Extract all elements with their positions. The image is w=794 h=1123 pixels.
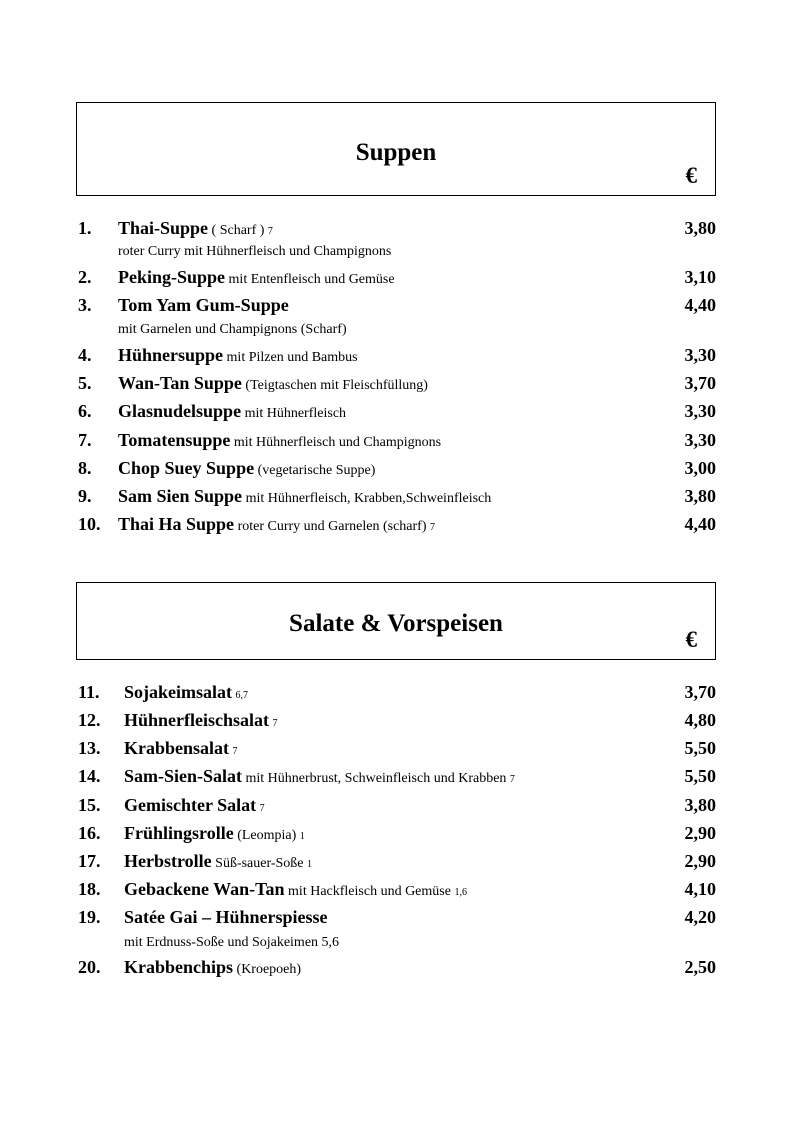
item-price: 3,70 — [684, 682, 716, 702]
item-name-text: Peking-Suppe — [118, 267, 226, 287]
menu-item — [78, 682, 718, 706]
item-name-text: Frühlingsrolle — [124, 823, 234, 843]
item-detail-line: roter Curry mit Hühnerfleisch und Champignons — [118, 244, 392, 259]
item-name-text: Herbstrolle — [124, 851, 212, 871]
menu-item — [78, 401, 718, 425]
menu-item — [78, 710, 718, 734]
allergen-code: 7 — [267, 226, 273, 237]
item-name-text: Wan-Tan Suppe — [118, 373, 242, 393]
menu-item — [78, 514, 718, 538]
item-description: (Kroepoeh) — [233, 962, 302, 977]
allergen-code: 7 — [232, 746, 238, 757]
item-number: 15. — [78, 795, 101, 815]
item-price: 3,80 — [684, 218, 716, 238]
menu-item — [78, 879, 718, 903]
menu-item — [78, 795, 718, 819]
item-description: (vegetarische Suppe) — [254, 463, 376, 478]
item-price: 5,50 — [684, 766, 716, 786]
item-price: 3,70 — [684, 373, 716, 393]
item-description: (Teigtaschen mit Fleischfüllung) — [241, 378, 428, 393]
item-name-text: Thai Ha Suppe — [118, 514, 235, 534]
menu-item — [78, 851, 718, 875]
item-number: 10. — [78, 514, 101, 534]
item-name — [118, 345, 358, 366]
menu-item — [78, 957, 718, 981]
menu-item — [78, 458, 718, 482]
item-price: 3,30 — [684, 345, 716, 365]
item-description: mit Entenfleisch und Gemüse — [225, 272, 395, 287]
allergen-code: 1 — [307, 859, 313, 870]
item-description: mit Hühnerfleisch, Krabben,Schweinfleisch — [242, 491, 492, 506]
item-number: 5. — [78, 373, 92, 393]
item-name-text: Gebackene Wan-Tan — [124, 879, 285, 899]
item-detail-line: mit Erdnuss-Soße und Sojakeimen 5,6 — [124, 935, 340, 950]
item-number: 14. — [78, 766, 101, 786]
item-name-text: Chop Suey Suppe — [118, 458, 255, 478]
currency-symbol: € — [685, 627, 697, 652]
currency-symbol: € — [685, 163, 697, 188]
item-name — [124, 682, 248, 703]
allergen-code: 7 — [429, 522, 435, 533]
item-price: 4,20 — [684, 907, 716, 927]
item-description: mit Hühnerfleisch und Champignons — [230, 435, 442, 450]
item-name — [124, 823, 305, 844]
item-name — [124, 795, 265, 816]
menu-item — [78, 373, 718, 397]
item-name-text: Gemischter Salat — [124, 795, 257, 815]
item-number: 16. — [78, 823, 101, 843]
item-name — [118, 486, 491, 507]
item-price: 4,80 — [684, 710, 716, 730]
allergen-code: 6,7 — [235, 690, 248, 701]
item-name — [124, 907, 328, 928]
item-price: 2,90 — [684, 851, 716, 871]
item-name — [124, 851, 312, 872]
menu-item — [78, 907, 718, 931]
item-name — [118, 295, 289, 316]
item-price: 3,80 — [684, 486, 716, 506]
item-name — [118, 401, 346, 422]
menu-item — [78, 345, 718, 369]
menu-item — [78, 738, 718, 762]
item-name — [118, 373, 428, 394]
menu-item — [78, 267, 718, 291]
item-price: 4,10 — [684, 879, 716, 899]
item-name-text: Sojakeimsalat — [124, 682, 232, 702]
item-name-text: Tom Yam Gum-Suppe — [118, 295, 289, 315]
item-name-text: Glasnudelsuppe — [118, 401, 242, 421]
item-number: 1. — [78, 218, 92, 238]
item-description: mit Hühnerfleisch — [241, 406, 347, 421]
item-number: 4. — [78, 345, 92, 365]
item-description: Süß-sauer-Soße — [211, 856, 308, 871]
item-number: 17. — [78, 851, 101, 871]
allergen-code: 7 — [509, 774, 515, 785]
item-name-text: Sam-Sien-Salat — [124, 766, 243, 786]
item-number: 13. — [78, 738, 101, 758]
item-name-text: Thai-Suppe — [118, 218, 209, 238]
item-name — [124, 710, 278, 731]
item-price: 2,50 — [684, 957, 716, 977]
item-price: 3,30 — [684, 430, 716, 450]
allergen-code: 1,6 — [454, 887, 467, 898]
item-number: 2. — [78, 267, 92, 287]
menu-item — [78, 430, 718, 454]
item-number: 19. — [78, 907, 101, 927]
item-price: 3,00 — [684, 458, 716, 478]
item-price: 4,40 — [684, 295, 716, 315]
item-description: mit Hackfleisch und Gemüse — [284, 884, 455, 899]
menu-item — [78, 295, 718, 319]
menu-item — [78, 823, 718, 847]
item-detail-line: mit Garnelen und Champignons (Scharf) — [118, 322, 347, 337]
item-name — [124, 738, 238, 759]
item-name — [118, 267, 395, 288]
allergen-code: 7 — [272, 718, 278, 729]
item-number: 20. — [78, 957, 101, 977]
item-name — [124, 957, 301, 978]
item-price: 3,10 — [684, 267, 716, 287]
item-name — [118, 514, 435, 535]
item-price: 5,50 — [684, 738, 716, 758]
item-description: (Leompia) — [233, 828, 300, 843]
item-name — [118, 218, 273, 239]
item-name — [124, 879, 467, 900]
item-name-text: Krabbenchips — [124, 957, 234, 977]
item-description: roter Curry und Garnelen (scharf) — [234, 519, 430, 534]
item-name-text: Tomatensuppe — [118, 430, 231, 450]
item-name — [118, 430, 441, 451]
item-number: 7. — [78, 430, 92, 450]
allergen-code: 1 — [299, 831, 305, 842]
item-name — [118, 458, 375, 479]
menu-item — [78, 766, 718, 790]
item-name-text: Satée Gai – Hühnerspiesse — [124, 907, 328, 927]
item-description: mit Hühnerbrust, Schweinfleisch und Krabben — [242, 771, 510, 786]
item-name-text: Krabbensalat — [124, 738, 230, 758]
item-description: ( Scharf ) — [208, 223, 268, 238]
item-description: mit Pilzen und Bambus — [223, 350, 358, 365]
item-number: 12. — [78, 710, 101, 730]
item-name-text: Hühnersuppe — [118, 345, 224, 365]
item-number: 18. — [78, 879, 101, 899]
item-number: 8. — [78, 458, 92, 478]
item-number: 11. — [78, 682, 100, 702]
item-name-text: Sam Sien Suppe — [118, 486, 243, 506]
item-number: 6. — [78, 401, 92, 421]
section-header-suppen — [76, 102, 716, 196]
section-header-salate — [76, 582, 716, 660]
item-number: 3. — [78, 295, 92, 315]
allergen-code: 7 — [259, 803, 265, 814]
item-price: 4,40 — [684, 514, 716, 534]
item-price: 3,30 — [684, 401, 716, 421]
menu-item — [78, 486, 718, 510]
item-name-text: Hühnerfleischsalat — [124, 710, 270, 730]
item-price: 3,80 — [684, 795, 716, 815]
section-title: Salate & Vorspeisen — [289, 610, 503, 637]
item-price: 2,90 — [684, 823, 716, 843]
item-number: 9. — [78, 486, 92, 506]
item-name — [124, 766, 515, 787]
menu-item — [78, 218, 718, 242]
section-title: Suppen — [355, 139, 437, 166]
